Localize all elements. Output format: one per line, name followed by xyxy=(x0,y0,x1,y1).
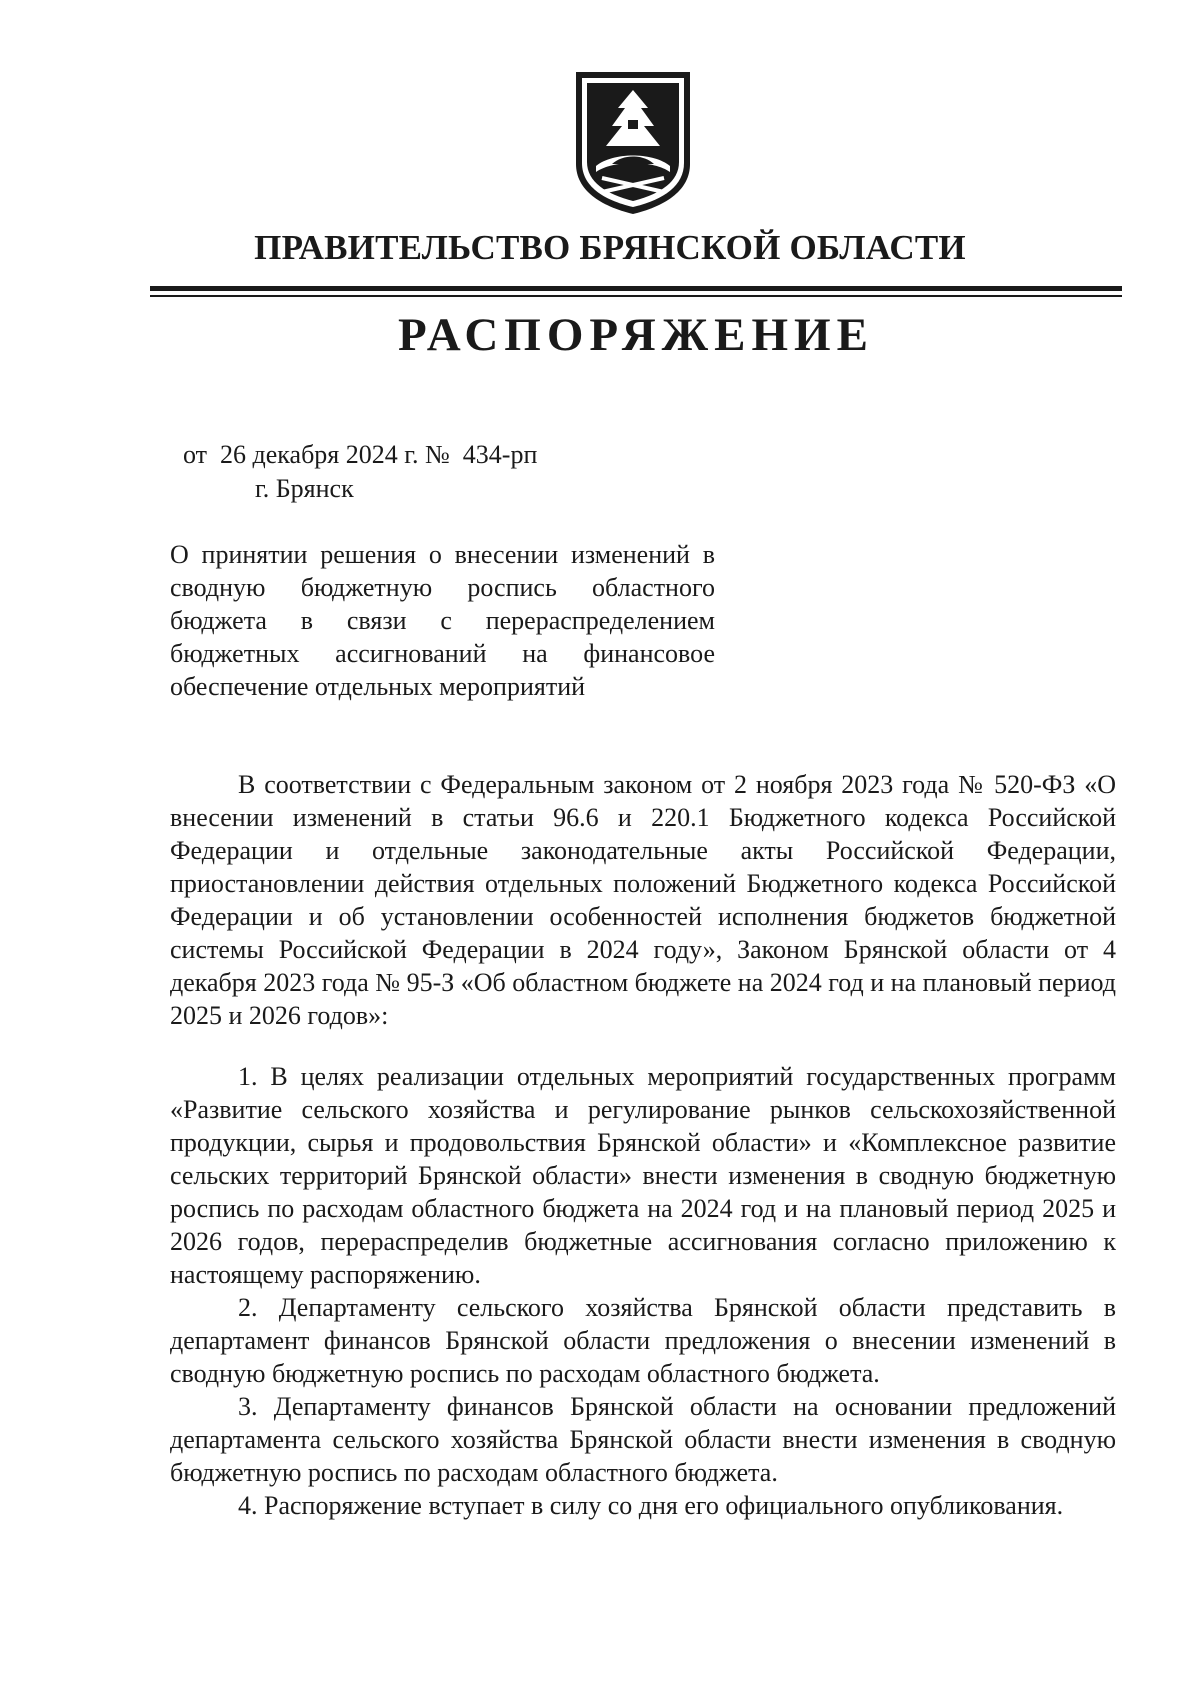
document-date-number: от 26 декабря 2024 г. № 434-рп xyxy=(183,440,538,469)
bryansk-coat-of-arms-icon xyxy=(568,68,698,218)
document-subject: О принятии решения о внесении изменений в сводную бюджетную роспись областного бюджета в связи с перераспределением бюджетных ассигнований на финансовое обеспечение отдельных мероприятий xyxy=(170,540,715,701)
list-item: 2. Департаменту сельского хозяйства Брянской области представить в департамент финансов Брянской области предложения о внесении изменений в сводную бюджетную роспись по расходам областного бюджета. xyxy=(170,1293,1116,1388)
items-list xyxy=(170,1060,1116,1522)
header-rule-thin xyxy=(150,295,1122,297)
preamble-paragraph: В соответствии с Федеральным законом от 2 ноября 2023 года № 520-ФЗ «О внесении изменений в статьи 96.6 и 220.1 Бюджетного кодекса Российской Федерации и отдельные законодательные акты Российской Федерации, приостановлении действия отдельных положений Бюджетного кодекса Российской Федерации и об установлении особенностей исполнения бюджетов бюджетной системы Российской Федерации в 2024 году», Законом Брянской области от 4 декабря 2023 года № 95-З «Об областном бюджете на 2024 год и на плановый период 2025 и 2026 годов»: xyxy=(170,770,1116,1030)
list-item: 1. В целях реализации отдельных мероприятий государственных программ «Развитие сельского хозяйства и регулирование рынков сельскохозяйственной продукции, сырья и продовольствия Брянской области» и «Комплексное развитие сельских территорий Брянской области» внести изменения в сводную бюджетную роспись по расходам областного бюджета на 2024 год и на плановый период 2025 и 2026 годов, перераспределив бюджетные ассигнования согласно приложению к настоящему распоряжению. xyxy=(170,1062,1116,1289)
document-city: г. Брянск xyxy=(255,474,354,503)
government-name: ПРАВИТЕЛЬСТВО БРЯНСКОЙ ОБЛАСТИ xyxy=(254,228,966,267)
header-rule-thick xyxy=(150,286,1122,291)
list-item: 3. Департаменту финансов Брянской области на основании предложений департамента сельского хозяйства Брянской области внести изменения в сводную бюджетную роспись по расходам областного бюджета. xyxy=(170,1392,1116,1487)
document-type: РАСПОРЯЖЕНИЕ xyxy=(398,309,874,361)
list-item: 4. Распоряжение вступает в силу со дня его официального опубликования. xyxy=(238,1491,1064,1520)
